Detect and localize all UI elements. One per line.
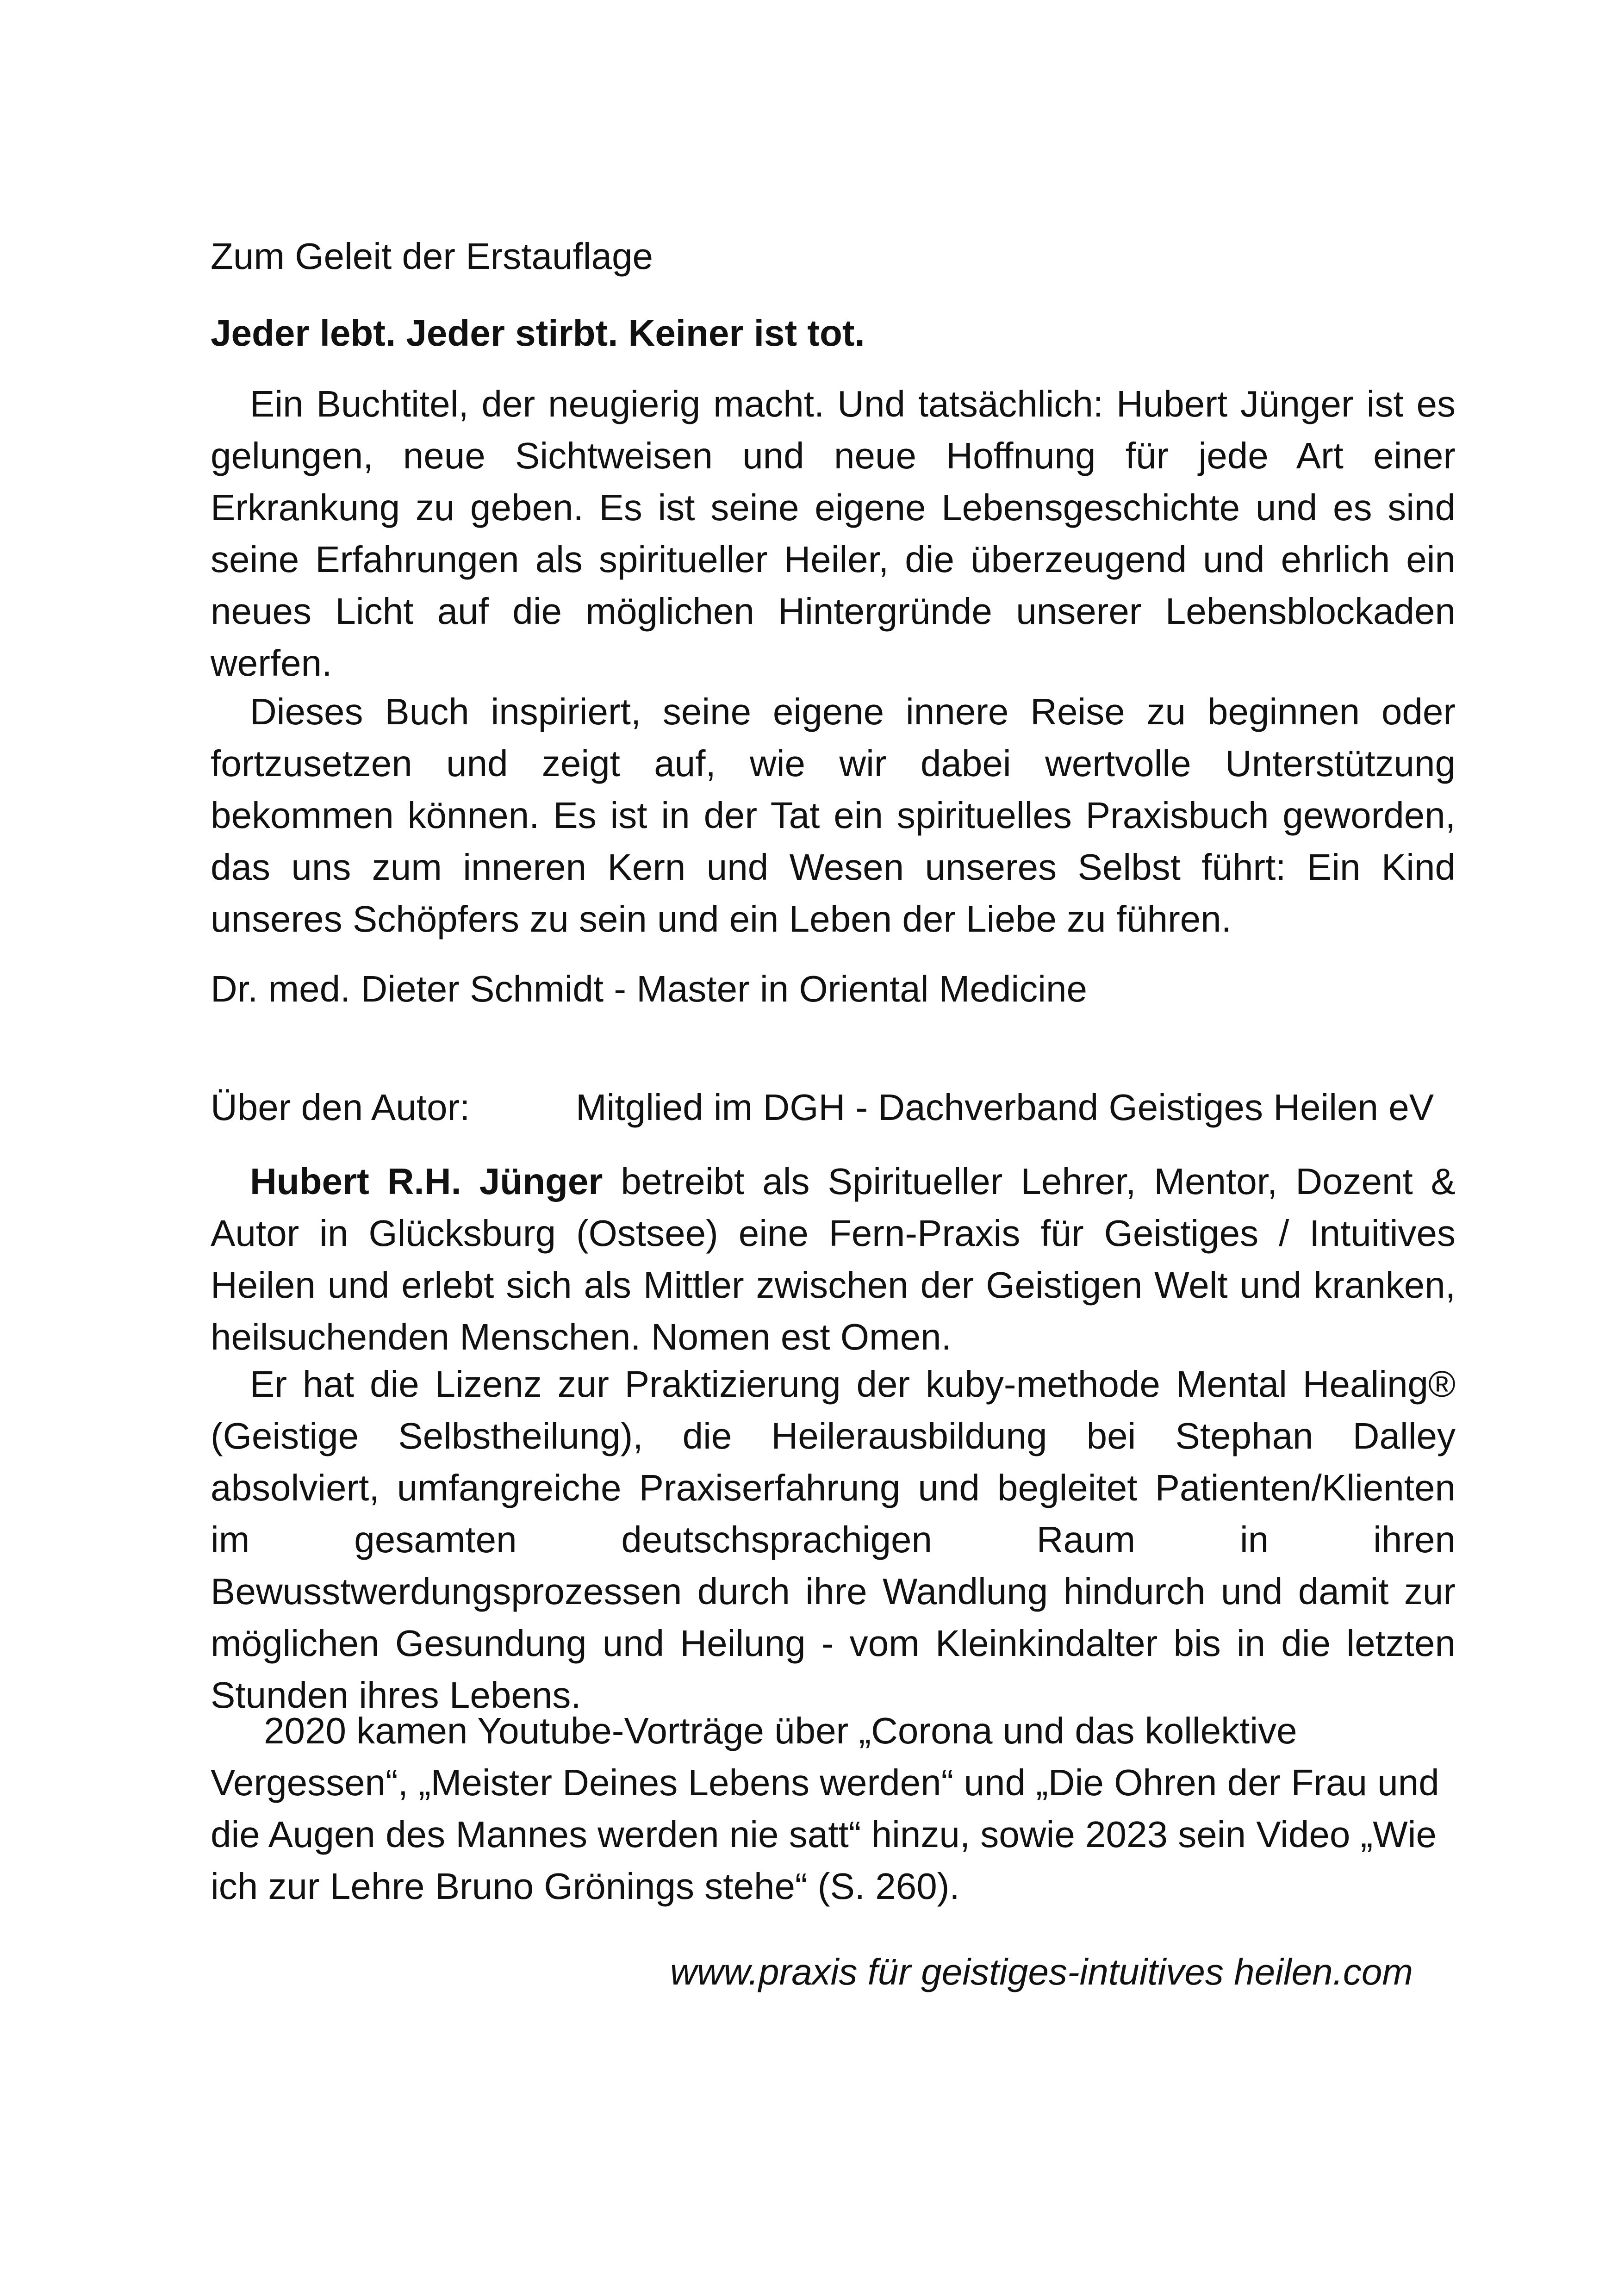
book-title: Jeder lebt. Jeder stirbt. Keiner ist tot. [211,312,865,354]
author-membership: Mitglied im DGH - Dachverband Geistiges Heilen eV [576,1087,1434,1128]
foreword-paragraph-2: Dieses Buch inspiriert, seine eigene innere Reise zu beginnen oder fortzusetzen und zeigt auf, wie wir dabei wertvolle Unterstützung bekommen können. Es ist in der Tat ein spirituelles Praxisbuch geworden, das uns zum inneren Kern und Wesen unseres Selbst führt: Ein Kind unseres Schöpfers zu sein und ein Leben der Liebe zu führen. [211,691,1456,940]
author-paragraph-3: 2020 kamen Youtube-Vorträge über „Corona und das kollektive Vergessen“, „Meister Deines Lebens werden“ und „Die Ohren der Frau und die Augen des Mannes werden nie satt“ hinzu, sowie 2023 sein Video „Wie ich zur Lehre Bruno Grönings stehe“ (S. 260). [211,1710,1439,1907]
author-name: Hubert R.H. Jünger [250,1161,603,1202]
foreword-signature: Dr. med. Dieter Schmidt - Master in Oriental Medicine [211,968,1087,1009]
author-paragraph-2: Er hat die Lizenz zur Praktizierung der kuby-methode Mental Healing® (Geistige Selbstheilung), die Heilerausbildung bei Stephan Dalley absolviert, umfangreiche Praxiserfahrung und begleitet Patienten/Klienten im gesamten deutschsprachigen Raum in ihren Bewusstwerdungsprozessen durch ihre Wandlung hindurch und damit zur möglichen Gesundung und Heilung - vom Kleinkindalter bis in die letzten Stunden ihres Lebens. [211,1363,1456,1716]
author-section-header [211,1082,1456,1133]
foreword-paragraph-1: Ein Buchtitel, der neugierig macht. Und tatsächlich: Hubert Jünger ist es gelungen, neue Sichtweisen und neue Hoffnung für jede Art einer Erkrankung zu geben. Es ist seine eigene Lebensgeschichte und es sind seine Erfahrungen als spiritueller Heiler, die überzeugend und ehrlich ein neues Licht auf die möglichen Hintergründe unserer Lebensblockaden werfen. [211,383,1456,684]
website-link[interactable]: www.praxis für geistiges-intuitives heilen.com [670,1951,1413,1992]
author-paragraph-1-text: betreibt als Spiritueller Lehrer, Mentor, Dozent & Autor in Glücksburg (Ostsee) eine Fern-Praxis für Geistiges / Intuitives Heilen und erlebt sich als Mittler zwischen der Geistigen Welt und kranken, heilsuchenden Menschen. Nomen est Omen. [211,1161,1456,1357]
author-paragraph-1 [211,1156,1456,1363]
foreword-heading: Zum Geleit der Erstauflage [211,236,653,277]
author-heading: Über den Autor: [211,1087,470,1128]
